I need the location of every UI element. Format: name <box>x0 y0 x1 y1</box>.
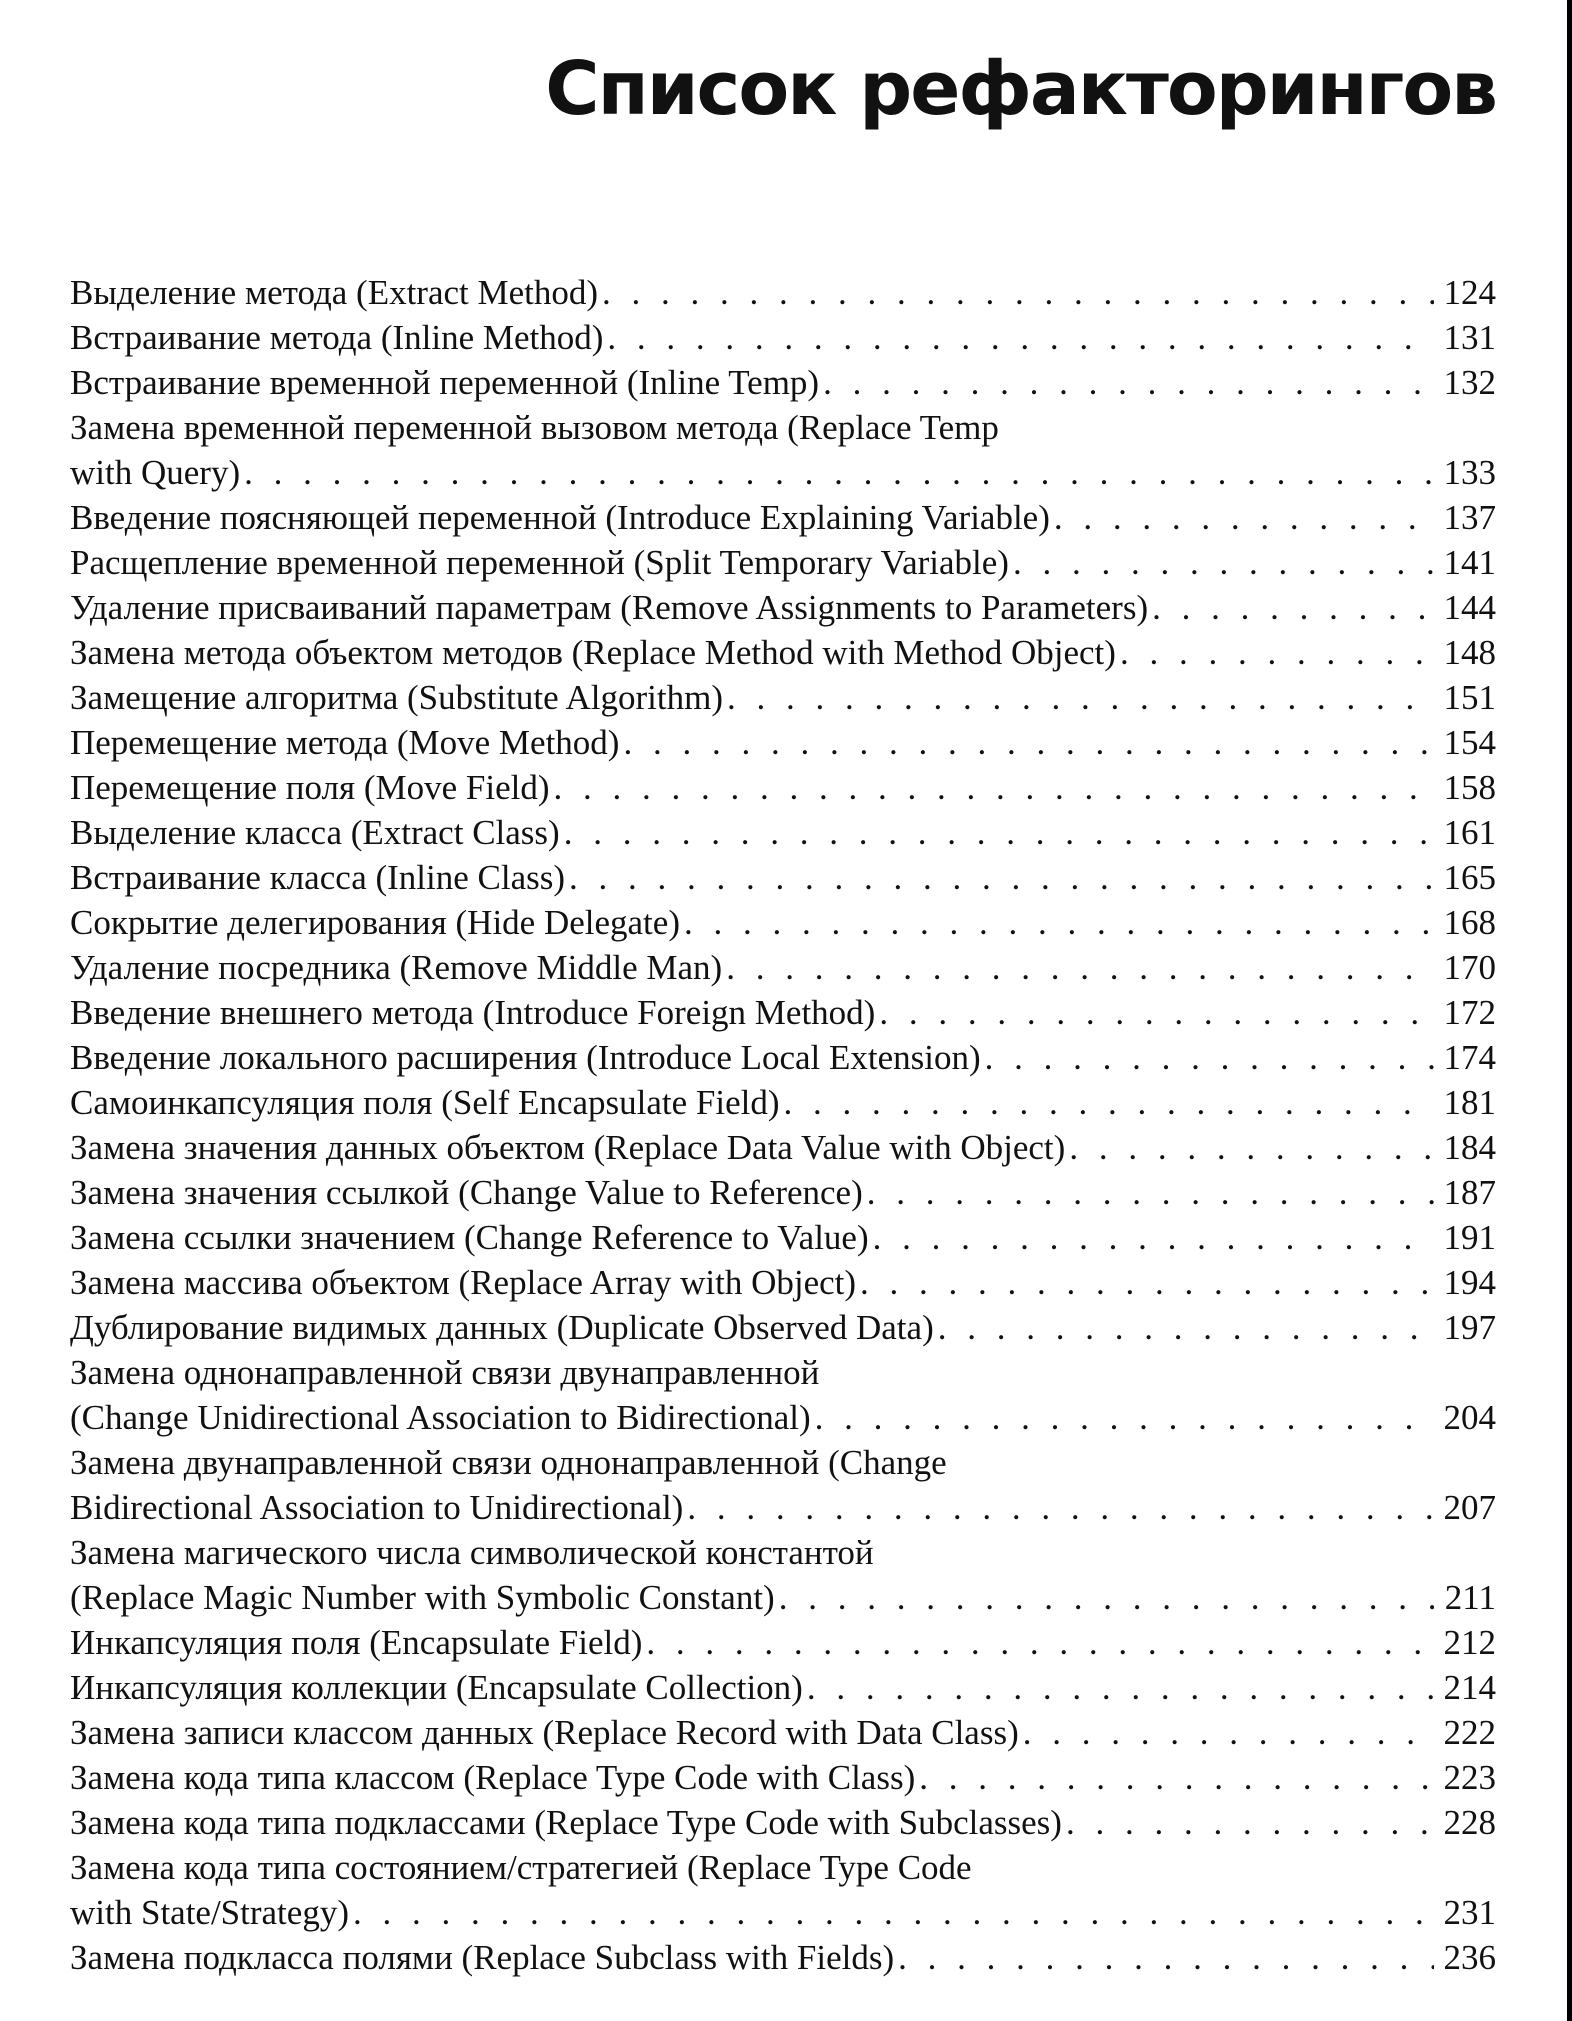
entry-line <box>70 855 1496 900</box>
entry-line <box>70 405 1496 450</box>
dot-leader <box>349 1890 1434 1935</box>
entry-title: with State/Strategy) <box>70 1893 349 1932</box>
page-number: 144 <box>1443 588 1496 627</box>
dot-leader <box>642 1620 1434 1665</box>
entry-title: Введение внешнего метода (Introduce Foreign Method) <box>70 993 876 1032</box>
dot-leader <box>981 1035 1434 1080</box>
entry-line <box>70 1665 1496 1710</box>
list-item <box>70 1170 1496 1215</box>
list-item <box>70 585 1496 630</box>
entry-title: (Change Unidirectional Association to Bidirectional) <box>70 1398 811 1437</box>
page-number: 161 <box>1443 813 1496 852</box>
entry-title: Дублирование видимых данных (Duplicate Observed Data) <box>70 1308 934 1347</box>
entry-title: Самоинкапсуляция поля (Self Encapsulate Field) <box>70 1083 780 1122</box>
list-item <box>70 765 1496 810</box>
dot-leader <box>565 855 1434 900</box>
dot-leader <box>869 1215 1434 1260</box>
entry-title: Замещение алгоритма (Substitute Algorithm) <box>70 678 723 717</box>
page-number: 222 <box>1443 1713 1496 1752</box>
page-number: 151 <box>1443 678 1496 717</box>
entry-title: Замена подкласса полями (Replace Subclass with Fields) <box>70 1938 895 1977</box>
entry-line <box>70 1260 1496 1305</box>
list-item <box>70 630 1496 675</box>
entry-title: Введение локального расширения (Introduce Local Extension) <box>70 1038 981 1077</box>
entry-line <box>70 315 1496 360</box>
entry-line <box>70 675 1496 720</box>
page-number: 124 <box>1443 273 1496 312</box>
entry-line <box>70 900 1496 945</box>
entry-title: Замена кода типа подклассами (Replace Type Code with Subclasses) <box>70 1803 1062 1842</box>
list-item <box>70 1620 1496 1665</box>
page-number: 137 <box>1443 498 1496 537</box>
dot-leader <box>1050 495 1434 540</box>
page-number: 187 <box>1443 1173 1496 1212</box>
entry-line <box>70 540 1496 585</box>
entry-title: Замена метода объектом методов (Replace Method with Method Object) <box>70 633 1116 672</box>
list-item <box>70 720 1496 765</box>
list-item <box>70 1260 1496 1305</box>
entry-title: Перемещение поля (Move Field) <box>70 768 550 807</box>
entry-line <box>70 1215 1496 1260</box>
dot-leader <box>915 1755 1434 1800</box>
list-item <box>70 900 1496 945</box>
list-item <box>70 990 1496 1035</box>
dot-leader <box>550 765 1434 810</box>
entry-line <box>70 1935 1496 1980</box>
dot-leader <box>1148 585 1434 630</box>
entry-line <box>70 1575 1496 1620</box>
entry-line <box>70 1890 1496 1935</box>
list-item <box>70 945 1496 990</box>
page-number: 194 <box>1443 1263 1496 1302</box>
entry-line <box>70 630 1496 675</box>
list-item <box>70 1755 1496 1800</box>
list-item <box>70 540 1496 585</box>
dot-leader <box>1065 1125 1434 1170</box>
entry-title: Инкапсуляция поля (Encapsulate Field) <box>70 1623 643 1662</box>
dot-leader <box>240 450 1434 495</box>
dot-leader <box>683 1485 1434 1530</box>
list-item <box>70 1125 1496 1170</box>
entry-line <box>70 1035 1496 1080</box>
list-item <box>70 495 1496 540</box>
page-number: 214 <box>1443 1668 1496 1707</box>
page-number: 236 <box>1443 1938 1496 1977</box>
entry-title: (Replace Magic Number with Symbolic Constant) <box>70 1578 775 1617</box>
page-title: Список рефакторингов <box>545 46 1496 132</box>
entry-line <box>70 1080 1496 1125</box>
dot-leader <box>934 1305 1434 1350</box>
entry-line <box>70 765 1496 810</box>
dot-leader <box>819 360 1434 405</box>
entry-line <box>70 1170 1496 1215</box>
dot-leader <box>1116 630 1434 675</box>
list-item <box>70 1305 1496 1350</box>
refactoring-list <box>70 270 1496 1980</box>
dot-leader <box>619 720 1434 765</box>
page-number: 211 <box>1444 1578 1496 1617</box>
dot-leader <box>780 1080 1435 1125</box>
list-item <box>70 1935 1496 1980</box>
dot-leader <box>811 1395 1434 1440</box>
list-item <box>70 315 1496 360</box>
entry-title: Замена ссылки значением (Change Reference to Value) <box>70 1218 869 1257</box>
entry-title: Замена значения данных объектом (Replace Data Value with Object) <box>70 1128 1066 1167</box>
page-number: 141 <box>1443 543 1496 582</box>
list-item <box>70 1710 1496 1755</box>
page-number: 158 <box>1443 768 1496 807</box>
entry-line <box>70 360 1496 405</box>
list-item <box>70 1080 1496 1125</box>
dot-leader <box>1009 540 1434 585</box>
dot-leader <box>560 810 1434 855</box>
entry-title: Выделение класса (Extract Class) <box>70 813 560 852</box>
entry-title: Удаление присваиваний параметрам (Remove Assignments to Parameters) <box>70 588 1149 627</box>
entry-line <box>70 495 1496 540</box>
page-number: 204 <box>1443 1398 1496 1437</box>
dot-leader <box>603 315 1434 360</box>
page-number: 132 <box>1443 363 1496 402</box>
entry-title: Замена массива объектом (Replace Array with Object) <box>70 1263 857 1302</box>
entry-title: Замена однонаправленной связи двунаправленной <box>70 1353 820 1392</box>
page-number: 154 <box>1443 723 1496 762</box>
entry-title: Замена записи классом данных (Replace Record with Data Class) <box>70 1713 1019 1752</box>
page-number: 231 <box>1443 1893 1496 1932</box>
list-item <box>70 855 1496 900</box>
entry-line <box>70 1620 1496 1665</box>
entry-title: Замена кода типа состоянием/стратегией (Replace Type Code <box>70 1848 972 1887</box>
dot-leader <box>803 1665 1434 1710</box>
entry-title: Встраивание класса (Inline Class) <box>70 858 566 897</box>
list-item <box>70 1215 1496 1260</box>
page-number: 172 <box>1443 993 1496 1032</box>
page-number: 170 <box>1443 948 1496 987</box>
entry-title: Расщепление временной переменной (Split Temporary Variable) <box>70 543 1009 582</box>
dot-leader <box>863 1170 1434 1215</box>
list-item <box>70 270 1496 315</box>
entry-line <box>70 720 1496 765</box>
list-item <box>70 1800 1496 1845</box>
entry-title: Встраивание метода (Inline Method) <box>70 318 604 357</box>
entry-title: Перемещение метода (Move Method) <box>70 723 620 762</box>
page-number: 212 <box>1443 1623 1496 1662</box>
list-item <box>70 1665 1496 1710</box>
list-item <box>70 1350 1496 1440</box>
entry-line <box>70 1440 1496 1485</box>
entry-title: Инкапсуляция коллекции (Encapsulate Collection) <box>70 1668 803 1707</box>
entry-line <box>70 1485 1496 1530</box>
page-number: 197 <box>1443 1308 1496 1347</box>
page-number: 228 <box>1443 1803 1496 1842</box>
dot-leader <box>856 1260 1434 1305</box>
page-number: 133 <box>1443 453 1496 492</box>
page-number: 223 <box>1443 1758 1496 1797</box>
list-item <box>70 1035 1496 1080</box>
entry-line <box>70 810 1496 855</box>
page-number: 148 <box>1443 633 1496 672</box>
entry-title: Введение поясняющей переменной (Introduce Explaining Variable) <box>70 498 1050 537</box>
entry-title: Удаление посредника (Remove Middle Man) <box>70 948 723 987</box>
dot-leader <box>722 945 1434 990</box>
dot-leader <box>1019 1710 1434 1755</box>
entry-title: Bidirectional Association to Unidirectional) <box>70 1488 684 1527</box>
list-item <box>70 1530 1496 1620</box>
page-number: 191 <box>1443 1218 1496 1257</box>
dot-leader <box>598 270 1434 315</box>
list-item <box>70 360 1496 405</box>
entry-title: Встраивание временной переменной (Inline Temp) <box>70 363 820 402</box>
entry-line <box>70 1305 1496 1350</box>
dot-leader <box>775 1575 1434 1620</box>
entry-line <box>70 270 1496 315</box>
list-item <box>70 1440 1496 1530</box>
entry-line <box>70 990 1496 1035</box>
entry-title: Выделение метода (Extract Method) <box>70 273 599 312</box>
dot-leader <box>723 675 1434 720</box>
entry-line <box>70 1395 1496 1440</box>
page-number: 181 <box>1443 1083 1496 1122</box>
entry-title: Замена значения ссылкой (Change Value to Reference) <box>70 1173 863 1212</box>
dot-leader <box>680 900 1434 945</box>
page-number: 165 <box>1443 858 1496 897</box>
entry-title: with Query) <box>70 453 241 492</box>
entry-line <box>70 1530 1496 1575</box>
entry-title: Сокрытие делегирования (Hide Delegate) <box>70 903 680 942</box>
entry-line <box>70 1845 1496 1890</box>
entry-line <box>70 1350 1496 1395</box>
entry-line <box>70 1710 1496 1755</box>
entry-line <box>70 945 1496 990</box>
entry-line <box>70 1800 1496 1845</box>
page-number: 207 <box>1443 1488 1496 1527</box>
entry-line <box>70 585 1496 630</box>
list-item <box>70 675 1496 720</box>
entry-line <box>70 450 1496 495</box>
list-item <box>70 405 1496 495</box>
list-item <box>70 1845 1496 1935</box>
entry-title: Замена магического числа символической константой <box>70 1533 874 1572</box>
dot-leader <box>1062 1800 1434 1845</box>
page-number: 184 <box>1443 1128 1496 1167</box>
page-edge-line <box>1567 0 1572 2021</box>
page-number: 174 <box>1443 1038 1496 1077</box>
entry-line <box>70 1125 1496 1170</box>
entry-title: Замена двунаправленной связи однонаправленной (Change <box>70 1443 947 1482</box>
page-number: 131 <box>1443 318 1496 357</box>
page-number: 168 <box>1443 903 1496 942</box>
entry-title: Замена временной переменной вызовом метода (Replace Temp <box>70 408 999 447</box>
list-item <box>70 810 1496 855</box>
dot-leader <box>894 1935 1434 1980</box>
entry-line <box>70 1755 1496 1800</box>
entry-title: Замена кода типа классом (Replace Type Code with Class) <box>70 1758 916 1797</box>
dot-leader <box>875 990 1434 1035</box>
